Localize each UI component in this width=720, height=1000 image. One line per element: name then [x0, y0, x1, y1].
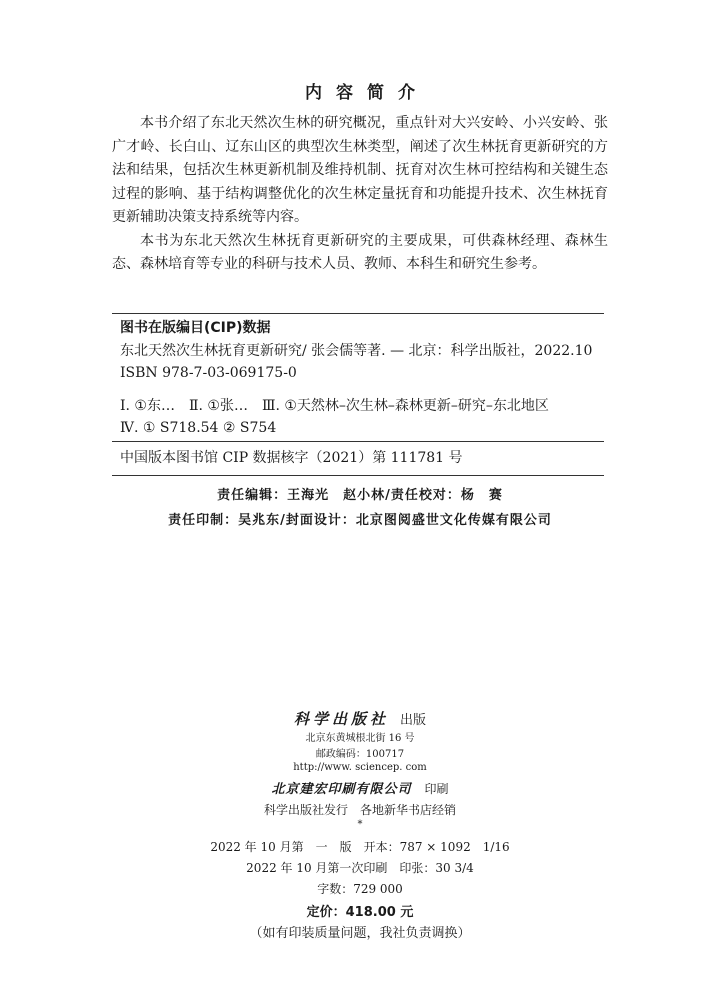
separator-star: *: [357, 819, 363, 830]
summary-paragraph-1: 本书介绍了东北天然次生林的研究概况，重点针对大兴安岭、小兴安岭、张广才岭、长白山、辽东山区的典型次生林类型，阐述了次生林抚育更新研究的方法和结果，包括次生林更新机制及维持机制、抚育对次生林可控结构和关键生态过程的影响、基于结构调整优化的次生林定量抚育和功能提升技术、次生林抚育更新辅助决策支持系统等内容。: [112, 115, 608, 225]
publisher-website: http://www. sciencep. com: [293, 762, 427, 773]
cip-classification-1: Ⅰ. ①东… Ⅱ. ①张… Ⅲ. ①天然林–次生林–森林更新–研究–东北地区: [120, 398, 549, 414]
cip-verification: 中国版本图书馆 CIP 数据核字（2021）第 111781 号: [120, 450, 463, 466]
cip-isbn: ISBN 978-7-03-069175-0: [120, 365, 297, 381]
price: 定价：418.00 元: [306, 905, 414, 920]
cip-book-line: 东北天然次生林抚育更新研究/ 张会儒等著. — 北京：科学出版社，2022.10: [120, 343, 593, 359]
distribution-line: 科学出版社发行 各地新华书店经销: [263, 803, 456, 817]
divider-middle: [112, 441, 604, 442]
publisher-address: 北京东黄城根北街 16 号: [305, 733, 415, 744]
printer-line: [0, 778, 720, 797]
divider-bottom: [112, 475, 604, 476]
divider-top: [112, 313, 604, 314]
content-summary: [112, 112, 608, 277]
printer-logo: 北京建宏印刷有限公司: [271, 782, 412, 797]
cip-heading: 图书在版编目(CIP)数据: [120, 320, 271, 336]
word-count: 字数：729 000: [317, 882, 403, 896]
staff-line-2: 责任印制：吴兆东/封面设计：北京图阅盛世文化传媒有限公司: [168, 513, 552, 528]
printing-line: 2022 年 10 月第一次印刷 印张：30 3/4: [246, 861, 474, 875]
page-title: 内容简介: [305, 83, 429, 103]
publisher-suffix: 出版: [400, 713, 427, 728]
staff-line-1: 责任编辑：王海光 赵小林/责任校对：杨 赛: [217, 488, 503, 503]
publisher-line: [0, 708, 720, 729]
edition-line: 2022 年 10 月第 一 版 开本：787 × 1092 1/16: [210, 840, 510, 854]
publisher-logo: 科学出版社: [293, 710, 389, 728]
cip-block: [120, 318, 610, 438]
summary-paragraph-2: 本书为东北天然次生林抚育更新研究的主要成果，可供森林经理、森林生态、森林培育等专业的科研与技术人员、教师、本科生和研究生参考。: [112, 232, 608, 272]
quality-note: （如有印装质量问题，我社负责调换）: [249, 926, 471, 941]
printer-suffix: 印刷: [424, 782, 449, 796]
publisher-postcode: 邮政编码：100717: [315, 749, 405, 760]
cip-classification-2: Ⅳ. ① S718.54 ② S754: [120, 420, 277, 436]
